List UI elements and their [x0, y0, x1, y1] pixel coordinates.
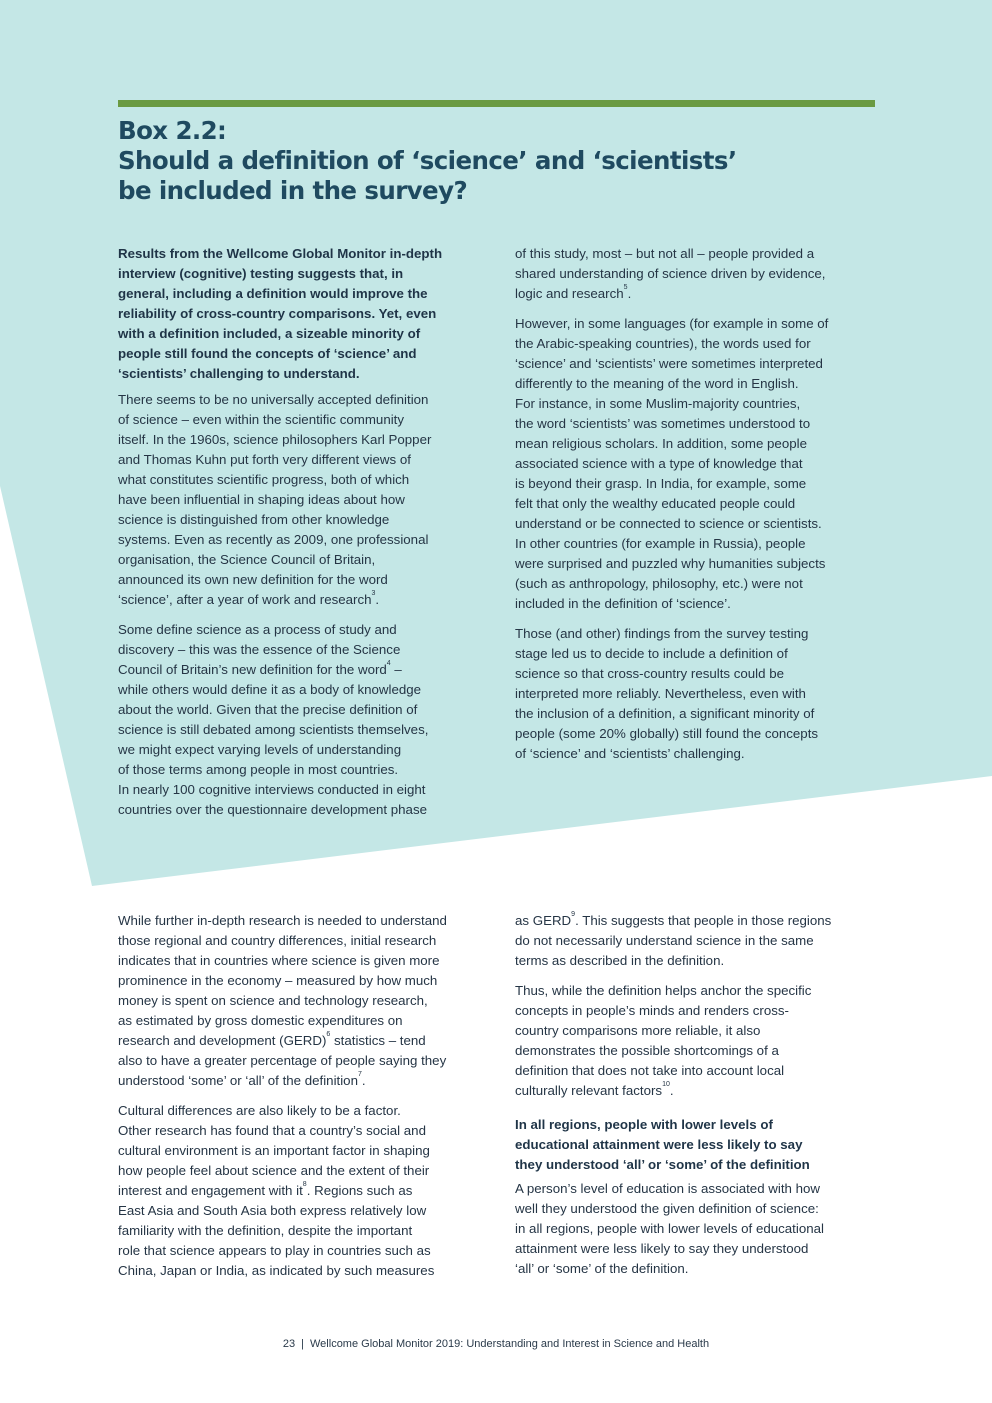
box-title-line: Box 2.2:: [118, 116, 227, 145]
text-segment: statistics – tend: [330, 1033, 426, 1048]
text-line: In all regions, people with lower levels of: [515, 1117, 773, 1132]
text-line: [118, 590, 478, 610]
text-line: Results from the Wellcome Global Monitor in-depth: [118, 246, 443, 261]
text-line: have been influential in shaping ideas about how: [118, 492, 405, 507]
text-line: indicates that in countries where science is given more: [118, 953, 440, 968]
text-line: mean religious scholars. In addition, some people: [515, 436, 807, 451]
text-line: educational attainment were less likely to say: [515, 1137, 803, 1152]
text-line: about the world. Given that the precise definition of: [118, 702, 418, 717]
text-line: systems. Even as recently as 2009, one professional: [118, 532, 429, 547]
text-line: understand or be connected to science or scientists.: [515, 516, 822, 531]
text-line: Cultural differences are also likely to be a factor.: [118, 1103, 401, 1118]
text-line: reliability of cross-country comparisons. Yet, even: [118, 306, 437, 321]
footnote-ref: 10: [662, 1081, 670, 1088]
page-footer: [0, 1338, 992, 1350]
text-line: the word ‘scientists’ was sometimes understood to: [515, 416, 811, 431]
box-paragraph: [515, 624, 875, 764]
text-line: [515, 284, 875, 304]
text-segment: research and development (GERD): [118, 1033, 327, 1048]
box-paragraph: [515, 314, 875, 614]
text-line: ‘scientists’ challenging to understand.: [118, 366, 360, 381]
text-line: For instance, in some Muslim-majority countries,: [515, 396, 801, 411]
text-line: discovery – this was the essence of the Science: [118, 642, 401, 657]
text-line: also to have a greater percentage of people saying they: [118, 1053, 447, 1068]
text-line: prominence in the economy – measured by how much: [118, 973, 438, 988]
text-line: associated science with a type of knowledge that: [515, 456, 803, 471]
text-segment: .: [669, 1083, 674, 1098]
text-line: While further in-depth research is needed to understand: [118, 913, 447, 928]
page-number: 23: [282, 1338, 296, 1350]
box-title-line: Should a definition of ‘science’ and ‘scientists’: [118, 146, 737, 175]
text-line: we might expect varying levels of understanding: [118, 742, 402, 757]
text-line: ‘all’ or ‘some’ of the definition.: [515, 1261, 689, 1276]
text-line: announced its own new definition for the word: [118, 572, 388, 587]
box-title-line: be included in the survey?: [118, 176, 468, 205]
text-line: countries over the questionnaire development phase: [118, 802, 427, 817]
text-line: cultural environment is an important factor in shaping: [118, 1143, 430, 1158]
text-segment: . This suggests that people in those regions: [575, 913, 832, 928]
text-segment: .: [361, 1073, 366, 1088]
footer-separator: |: [301, 1338, 304, 1350]
footnote-ref: 5: [623, 284, 628, 291]
main-column-left: [118, 911, 478, 1291]
text-line: those regional and country differences, initial research: [118, 933, 437, 948]
text-line: what constitutes scientific progress, both of which: [118, 472, 410, 487]
text-line: well they understood the given definition of science:: [515, 1201, 819, 1216]
text-line: A person’s level of education is associated with how: [515, 1181, 821, 1196]
text-line: concepts in people’s minds and renders cross-: [515, 1003, 789, 1018]
box-paragraph: [118, 620, 478, 820]
text-segment: . Regions such as: [306, 1183, 413, 1198]
box-lead-paragraph: [118, 244, 478, 384]
box-column-right: [515, 244, 875, 774]
text-line: felt that only the wealthy educated people could: [515, 496, 796, 511]
text-line: definition that does not take into account local: [515, 1063, 785, 1078]
text-line: science is distinguished from other knowledge: [118, 512, 390, 527]
text-line: role that science appears to play in countries such as: [118, 1243, 431, 1258]
box-title: [118, 116, 878, 206]
text-segment: logic and research: [515, 286, 624, 301]
text-line: do not necessarily understand science in the same: [515, 933, 814, 948]
text-line: Other research has found that a country’s social and: [118, 1123, 426, 1138]
text-line: stage led us to decide to include a definition of: [515, 646, 788, 661]
text-segment: as GERD: [515, 913, 572, 928]
text-line: the inclusion of a definition, a significant minority of: [515, 706, 815, 721]
text-segment: Council of Britain’s new definition for the word: [118, 662, 387, 677]
text-line: and Thomas Kuhn put forth very different views of: [118, 452, 411, 467]
text-line: There seems to be no universally accepted definition: [118, 392, 429, 407]
text-line: (such as anthropology, philosophy, etc.) were not: [515, 576, 803, 591]
text-line: [515, 1081, 875, 1101]
text-line: of science – even within the scientific community: [118, 412, 405, 427]
text-line: familiarity with the definition, despite the important: [118, 1223, 413, 1238]
text-line: in all regions, people with lower levels of educational: [515, 1221, 824, 1236]
text-line: how people feel about science and the extent of their: [118, 1163, 430, 1178]
text-line: [118, 660, 478, 680]
box-paragraph: [515, 244, 875, 304]
text-segment: culturally relevant factors: [515, 1083, 663, 1098]
text-line: were surprised and puzzled why humanities subjects: [515, 556, 826, 571]
text-line: Some define science as a process of study and: [118, 622, 397, 637]
text-segment: interest and engagement with it: [118, 1183, 303, 1198]
box-paragraph: [118, 390, 478, 610]
text-segment: .: [627, 286, 632, 301]
body-paragraph: [515, 1179, 875, 1279]
body-paragraph: [118, 1101, 478, 1281]
text-line: people (some 20% globally) still found the concepts: [515, 726, 819, 741]
footnote-ref: 9: [571, 911, 576, 918]
title-rule: [118, 100, 875, 107]
text-line: In other countries (for example in Russia), people: [515, 536, 806, 551]
text-line: Those (and other) findings from the survey testing: [515, 626, 809, 641]
text-segment: ‘science’, after a year of work and research: [118, 592, 372, 607]
text-line: itself. In the 1960s, science philosophers Karl Popper: [118, 432, 432, 447]
text-line: ‘science’ and ‘scientists’ were sometimes interpreted: [515, 356, 823, 371]
footnote-ref: 6: [326, 1031, 331, 1038]
text-line: science is still debated among scientists themselves,: [118, 722, 429, 737]
text-line: differently to the meaning of the word in English.: [515, 376, 799, 391]
text-line: as estimated by gross domestic expenditures on: [118, 1013, 403, 1028]
text-line: of those terms among people in most countries.: [118, 762, 399, 777]
text-line: of ‘science’ and ‘scientists’ challenging.: [515, 746, 745, 761]
text-line: attainment were less likely to say they understood: [515, 1241, 809, 1256]
box-column-left: [118, 244, 478, 830]
text-line: is beyond their grasp. In India, for example, some: [515, 476, 807, 491]
text-line: China, Japan or India, as indicated by such measures: [118, 1263, 435, 1278]
footnote-ref: 3: [371, 590, 376, 597]
text-line: demonstrates the possible shortcomings of a: [515, 1043, 779, 1058]
text-line: [118, 1071, 478, 1091]
text-line: [118, 1181, 478, 1201]
text-line: [118, 1031, 478, 1051]
text-line: East Asia and South Asia both express relatively low: [118, 1203, 427, 1218]
body-paragraph: [515, 981, 875, 1101]
text-line: people still found the concepts of ‘science’ and: [118, 346, 417, 361]
text-line: with a definition included, a sizeable minority of: [118, 326, 421, 341]
text-line: of this study, most – but not all – people provided a: [515, 246, 815, 261]
section-heading: [515, 1115, 875, 1175]
text-line: In nearly 100 cognitive interviews conducted in eight: [118, 782, 426, 797]
text-line: money is spent on science and technology research,: [118, 993, 428, 1008]
text-line: terms as described in the definition.: [515, 953, 725, 968]
text-segment: .: [375, 592, 380, 607]
text-line: general, including a definition would improve the: [118, 286, 428, 301]
text-line: included in the definition of ‘science’.: [515, 596, 731, 611]
footnote-ref: 8: [302, 1181, 307, 1188]
publication-title: Wellcome Global Monitor 2019: Understanding and Interest in Science and Health: [310, 1338, 710, 1350]
main-column-right: [515, 911, 875, 1289]
text-line: science so that cross-country results could be: [515, 666, 785, 681]
text-line: the Arabic-speaking countries), the words used for: [515, 336, 811, 351]
text-line: [515, 911, 875, 931]
text-segment: –: [390, 662, 402, 677]
text-line: Thus, while the definition helps anchor the specific: [515, 983, 812, 998]
footnote-ref: 4: [386, 660, 391, 667]
text-line: However, in some languages (for example in some of: [515, 316, 829, 331]
text-line: country comparisons more reliable, it also: [515, 1023, 761, 1038]
text-segment: understood ‘some’ or ‘all’ of the definition: [118, 1073, 358, 1088]
text-line: interpreted more reliably. Nevertheless, even with: [515, 686, 806, 701]
text-line: interview (cognitive) testing suggests that, in: [118, 266, 404, 281]
text-line: they understood ‘all’ or ‘some’ of the definition: [515, 1157, 810, 1172]
footnote-ref: 7: [357, 1071, 362, 1078]
body-paragraph: [515, 911, 875, 971]
body-paragraph: [118, 911, 478, 1091]
text-line: shared understanding of science driven by evidence,: [515, 266, 826, 281]
text-line: organisation, the Science Council of Britain,: [118, 552, 376, 567]
text-line: while others would define it as a body of knowledge: [118, 682, 422, 697]
